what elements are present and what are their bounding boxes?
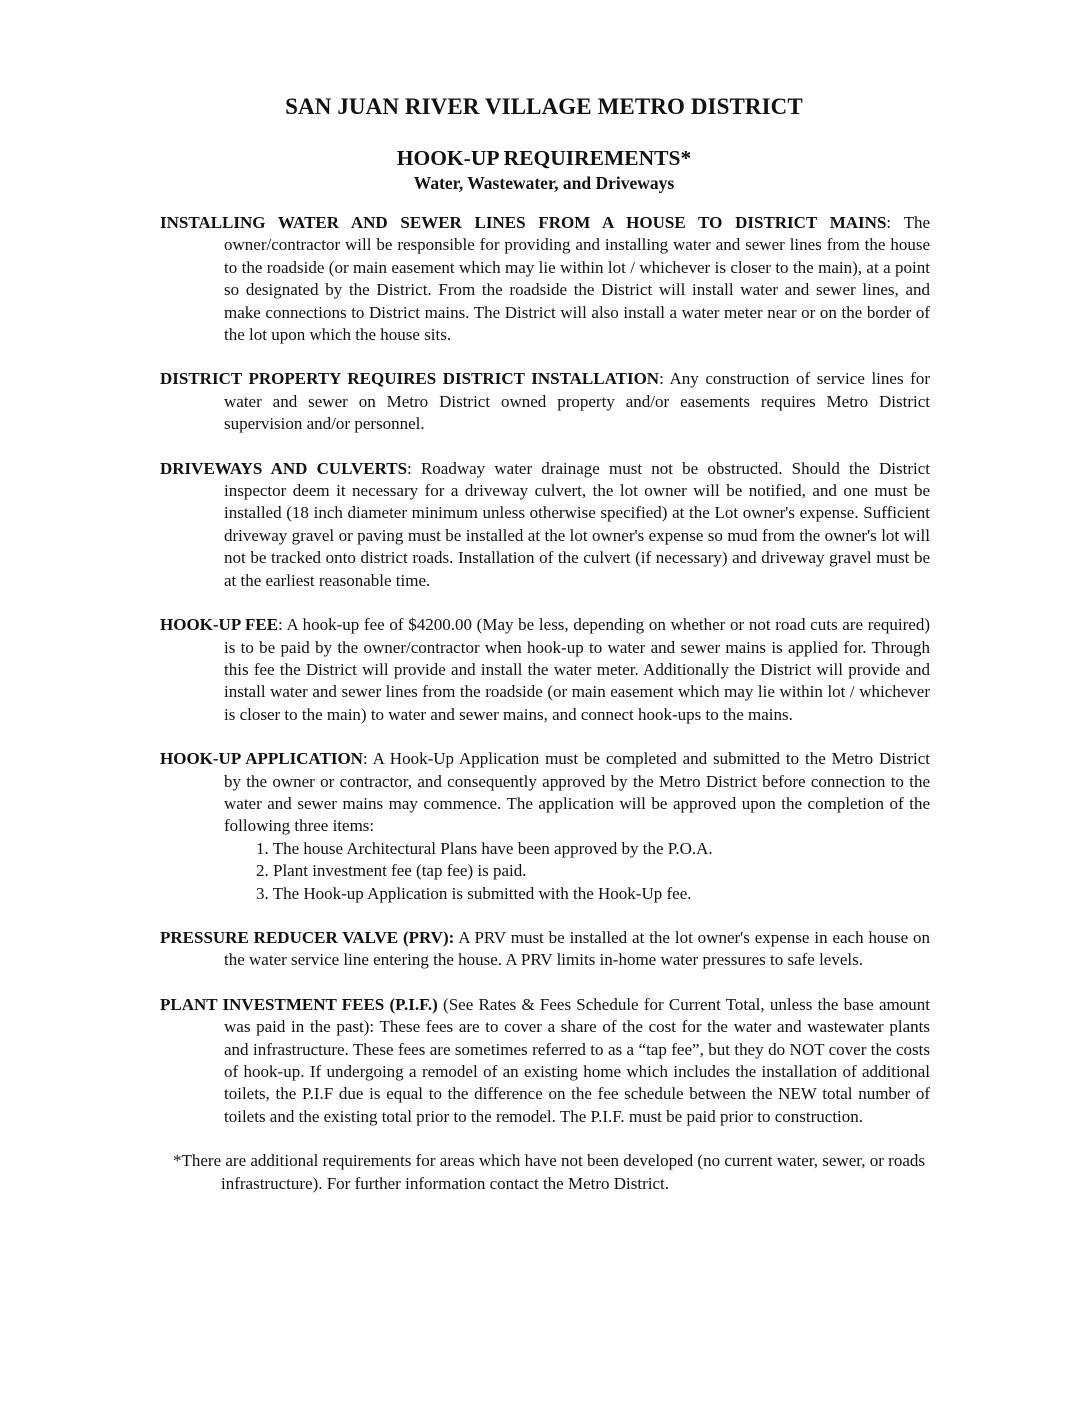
section-paragraph bbox=[0, 614, 1088, 726]
section-hook-up-application bbox=[0, 748, 1088, 905]
section-paragraph bbox=[0, 212, 1088, 346]
section-hook-up-fee bbox=[0, 614, 1088, 726]
list-item: 3. The Hook-up Application is submitted with the Hook-Up fee. bbox=[256, 883, 692, 903]
section-heading-suffix: : bbox=[886, 213, 892, 232]
application-items-list bbox=[0, 838, 1088, 905]
section-heading-suffix: : bbox=[362, 749, 368, 769]
section-body: Any construction of service lines for water and sewer on Metro District owned property and/or easements requires Metro District supervision and/or personnel. bbox=[224, 369, 930, 434]
section-body: The owner/contractor will be responsible for providing and installing water and sewer lines from the house to the roadside (or main easement which may lie within lot / whichever is closer to the main), at a point so designated by the District. From the roadside the District will install water and sewer lines, and make connections to District mains. The District will also install a water meter near or on the border of the lot upon which the house sits. bbox=[224, 213, 931, 345]
section-body: Roadway water drainage must not be obstructed. Should the District inspector deem it necessary for a driveway culvert, the lot owner will be notified, and one must be installed (18 inch diameter minimum unless otherwise specified) at the Lot owner's expense. Sufficient driveway gravel or paving must be installed at the lot owner's expense so mud from the owner's lot will not be tracked onto district roads. Installation of the culvert (if necessary) and driveway gravel must be at the earliest reasonable time. bbox=[224, 458, 930, 590]
section-paragraph bbox=[0, 368, 1088, 435]
section-district-property bbox=[0, 368, 1088, 435]
section-paragraph bbox=[0, 994, 1088, 1128]
section-body: A hook-up fee of $4200.00 (May be less, depending on whether or not road cuts are required) is to be paid by the owner/contractor when hook-up to water and sewer mains is applied for. Through this fee the District will provide and install the water meter. Additionally the District will provide and install water and sewer lines from the roadside (or main easement which may lie within lot / whichever is closer to the main) to water and sewer mains, and connect hook-ups to the mains. bbox=[224, 615, 931, 724]
section-heading: PLANT INVESTMENT FEES (P.I.F.) bbox=[160, 994, 438, 1014]
section-body: A PRV must be installed at the lot owner's expense in each house on the water service line entering the house. A PRV limits in-home water pressures to safe levels. bbox=[224, 927, 930, 970]
section-heading-suffix: : bbox=[659, 369, 664, 389]
document-subtitle: HOOK-UP REQUIREMENTS* bbox=[396, 146, 692, 170]
section-heading: INSTALLING WATER AND SEWER LINES FROM A HOUSE TO DISTRICT MAINS bbox=[160, 213, 887, 232]
section-heading-suffix: : bbox=[407, 458, 412, 478]
section-heading: PRESSURE REDUCER VALVE (PRV): bbox=[160, 927, 455, 947]
section-body: (See Rates & Fees Schedule for Current Total, unless the base amount was paid in the past): These fees are to cover a share of the cost for the water and wastewater plants and infrastructure. These fees are sometimes referred to as a “tap fee”, but they do NOT cover the costs of hook-up. If undergoing a remodel of an existing home which includes the installation of additional toilets, the P.I.F due is equal to the difference on the fee schedule between the NEW total number of toilets and the existing total prior to the remodel. The P.I.F. must be paid prior to construction. bbox=[224, 994, 931, 1126]
section-heading: HOOK-UP APPLICATION bbox=[160, 749, 363, 769]
section-driveways-culverts bbox=[0, 458, 1088, 592]
section-plant-investment-fees bbox=[0, 994, 1088, 1128]
section-paragraph bbox=[0, 458, 1088, 592]
section-heading: DISTRICT PROPERTY REQUIRES DISTRICT INSTALLATION bbox=[160, 369, 660, 389]
list-item: 1. The house Architectural Plans have been approved by the P.O.A. bbox=[256, 838, 713, 858]
footnote: *There are additional requirements for areas which have not been developed (no current water, sewer, or roads infrastructure). For further information contact the Metro District. bbox=[173, 1151, 925, 1193]
section-paragraph bbox=[0, 748, 1088, 838]
section-pressure-reducer-valve bbox=[0, 927, 1088, 972]
document-subsubtitle: Water, Wastewater, and Driveways bbox=[413, 173, 675, 193]
section-heading: DRIVEWAYS AND CULVERTS bbox=[160, 458, 408, 478]
section-body: A Hook-Up Application must be completed and submitted to the Metro District by the owner or contractor, and consequently approved by the Metro District before connection to the water and sewer mains may commence. The application will be approved upon the completion of the following three items: bbox=[224, 749, 930, 836]
document-title: SAN JUAN RIVER VILLAGE METRO DISTRICT bbox=[285, 94, 803, 119]
section-heading: HOOK-UP FEE bbox=[160, 615, 279, 635]
section-heading-suffix: : bbox=[278, 615, 283, 635]
section-water-sewer-lines bbox=[0, 212, 1088, 346]
list-item: 2. Plant investment fee (tap fee) is paid. bbox=[256, 861, 527, 881]
section-paragraph bbox=[0, 927, 1088, 972]
